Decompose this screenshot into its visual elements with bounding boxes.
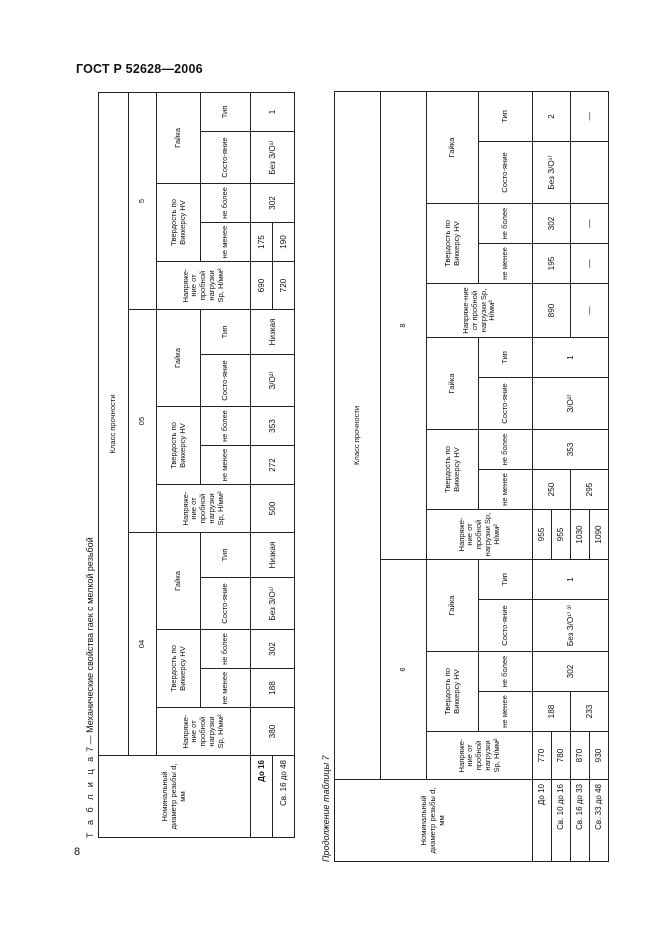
cell: 188 (533, 692, 571, 732)
cell: 302 (251, 184, 295, 223)
cell: Без З/О¹⁾ (251, 578, 295, 630)
cell: 250 (533, 470, 571, 510)
cell: — (571, 244, 609, 284)
class-header: Класс прочности (99, 92, 129, 755)
class-6: 6 (381, 560, 427, 780)
cell: 190 (273, 223, 295, 262)
cell: — (571, 204, 609, 244)
page-number: 8 (74, 846, 81, 858)
cell: 233 (571, 692, 609, 732)
cell: 780 (552, 732, 571, 780)
stress-header: Напряже-ние от пробной нагрузки Sp, Н/мм² (427, 510, 533, 560)
type-header: Тип (201, 92, 251, 131)
min-header: не менее (201, 223, 251, 262)
table-row (571, 91, 590, 861)
cell: 1 (251, 92, 295, 131)
cell: 188 (251, 669, 295, 708)
nut-header: Гайка (157, 533, 201, 630)
cell: 302 (251, 630, 295, 669)
state-header: Состо-яние (201, 578, 251, 630)
state-header: Состо-яние (479, 378, 533, 430)
nut-header: Гайка (427, 560, 479, 652)
max-header: не более (479, 204, 533, 244)
table-row (251, 92, 273, 837)
row-label: Св. 33 до 48 (590, 780, 609, 862)
cell: Низкая (251, 533, 295, 578)
caption-number: 7 (85, 746, 95, 752)
state-header: Состо-яние (479, 600, 533, 652)
hardness-header: Твердость по Виккерсу HV (427, 430, 479, 510)
table-7 (98, 92, 295, 838)
cell: — (571, 91, 609, 141)
caption-word: Т а б л и ц а (85, 754, 95, 838)
row-label: Св. 10 до 16 (552, 780, 571, 862)
table-7-continuation (334, 91, 609, 862)
cell: 720 (273, 262, 295, 310)
cell: 2 (533, 91, 571, 141)
cell: 1 (533, 560, 609, 600)
cell: 353 (533, 430, 609, 470)
min-header: не менее (201, 446, 251, 485)
class-8: 8 (381, 91, 427, 559)
table-7-continuation-block (318, 92, 604, 862)
cell: 175 (251, 223, 273, 262)
cell: З/О²⁾ (251, 355, 295, 407)
nut-header: Гайка (427, 91, 479, 203)
min-header: не менее (479, 692, 533, 732)
row-label: До 10 (533, 780, 552, 862)
min-header: не менее (479, 244, 533, 284)
stress-header: Напряже-ние от пробной нагрузки Sp, Н/мм² (427, 732, 533, 780)
cell: 295 (571, 470, 609, 510)
cell: 1 (533, 338, 609, 378)
cell: 890 (533, 284, 571, 338)
state-header: Состо-яние (479, 142, 533, 204)
row-label: Св. 16 до 48 (273, 756, 295, 838)
hardness-header: Твердость по Виккерсу HV (157, 407, 201, 485)
document-header: ГОСТ Р 52628—2006 (76, 62, 203, 76)
state-header: Состо-яние (201, 355, 251, 407)
cell: 1090 (590, 510, 609, 560)
row-label: До 16 (251, 756, 273, 838)
cell: Без З/О¹⁾ ³⁾ (533, 600, 609, 652)
cell: Низкая (251, 310, 295, 355)
cell: 353 (251, 407, 295, 446)
nut-header: Гайка (157, 92, 201, 183)
hardness-header: Твердость по Виккерсу HV (157, 630, 201, 708)
min-header: не менее (201, 669, 251, 708)
state-header: Состо-яние (201, 132, 251, 184)
max-header: не более (201, 184, 251, 223)
stress-header: Напряже-ние от пробной нагрузки Sp, Н/мм² (157, 708, 251, 756)
stress-header: Напряже-ние от пробной нагрузки Sp, Н/мм² (157, 262, 251, 310)
table-row (533, 91, 552, 861)
cell: 955 (552, 510, 571, 560)
caption-text: — Механические свойства гаек с мелкой резьбой (85, 537, 95, 745)
stress-header: Напряже-ние от пробной нагрузки Sp, Н/мм² (157, 485, 251, 533)
class-5: 5 (129, 92, 157, 309)
type-header: Тип (479, 91, 533, 141)
table-caption (82, 93, 98, 838)
min-header: не менее (479, 470, 533, 510)
cell: 930 (590, 732, 609, 780)
cell: 272 (251, 446, 295, 485)
col-nominal: Номинальный диаметр резьбы d, мм (335, 780, 533, 862)
class-04: 04 (129, 533, 157, 756)
hardness-header: Твердость по Виккерсу HV (157, 184, 201, 262)
type-header: Тип (201, 533, 251, 578)
cell: 302 (533, 652, 609, 692)
hardness-header: Твердость по Виккерсу HV (427, 204, 479, 284)
hardness-header: Твердость по Виккерсу HV (427, 652, 479, 732)
class-header: Класс прочности (335, 91, 381, 779)
cell: З/О²⁾ (533, 378, 609, 430)
continuation-caption: Продолжение таблицы 7 (321, 755, 331, 862)
max-header: не более (479, 652, 533, 692)
type-header: Тип (479, 338, 533, 378)
cell: 380 (251, 708, 295, 756)
cell: 690 (251, 262, 273, 310)
stress-header: Напряже-ние от пробной нагрузки Sp, Н/мм² (427, 284, 533, 338)
cell: — (571, 284, 609, 338)
class-05: 05 (129, 310, 157, 533)
cell: 870 (571, 732, 590, 780)
type-header: Тип (201, 310, 251, 355)
cell: Без З/О¹⁾ (251, 132, 295, 184)
cell: 1030 (571, 510, 590, 560)
cell: 500 (251, 485, 295, 533)
type-header: Тип (479, 560, 533, 600)
max-header: не более (479, 430, 533, 470)
table-7-block (82, 93, 292, 838)
nut-header: Гайка (427, 338, 479, 430)
cell: 195 (533, 244, 571, 284)
cell: 955 (533, 510, 552, 560)
col-nominal: Номинальный диаметр резьбы d, мм (99, 756, 251, 838)
max-header: не более (201, 407, 251, 446)
cell: Без З/О¹⁾ (533, 142, 571, 204)
cell: 302 (533, 204, 571, 244)
cell: 770 (533, 732, 552, 780)
row-label: Св. 16 до 33 (571, 780, 590, 862)
cell (571, 142, 609, 204)
nut-header: Гайка (157, 310, 201, 407)
max-header: не более (201, 630, 251, 669)
